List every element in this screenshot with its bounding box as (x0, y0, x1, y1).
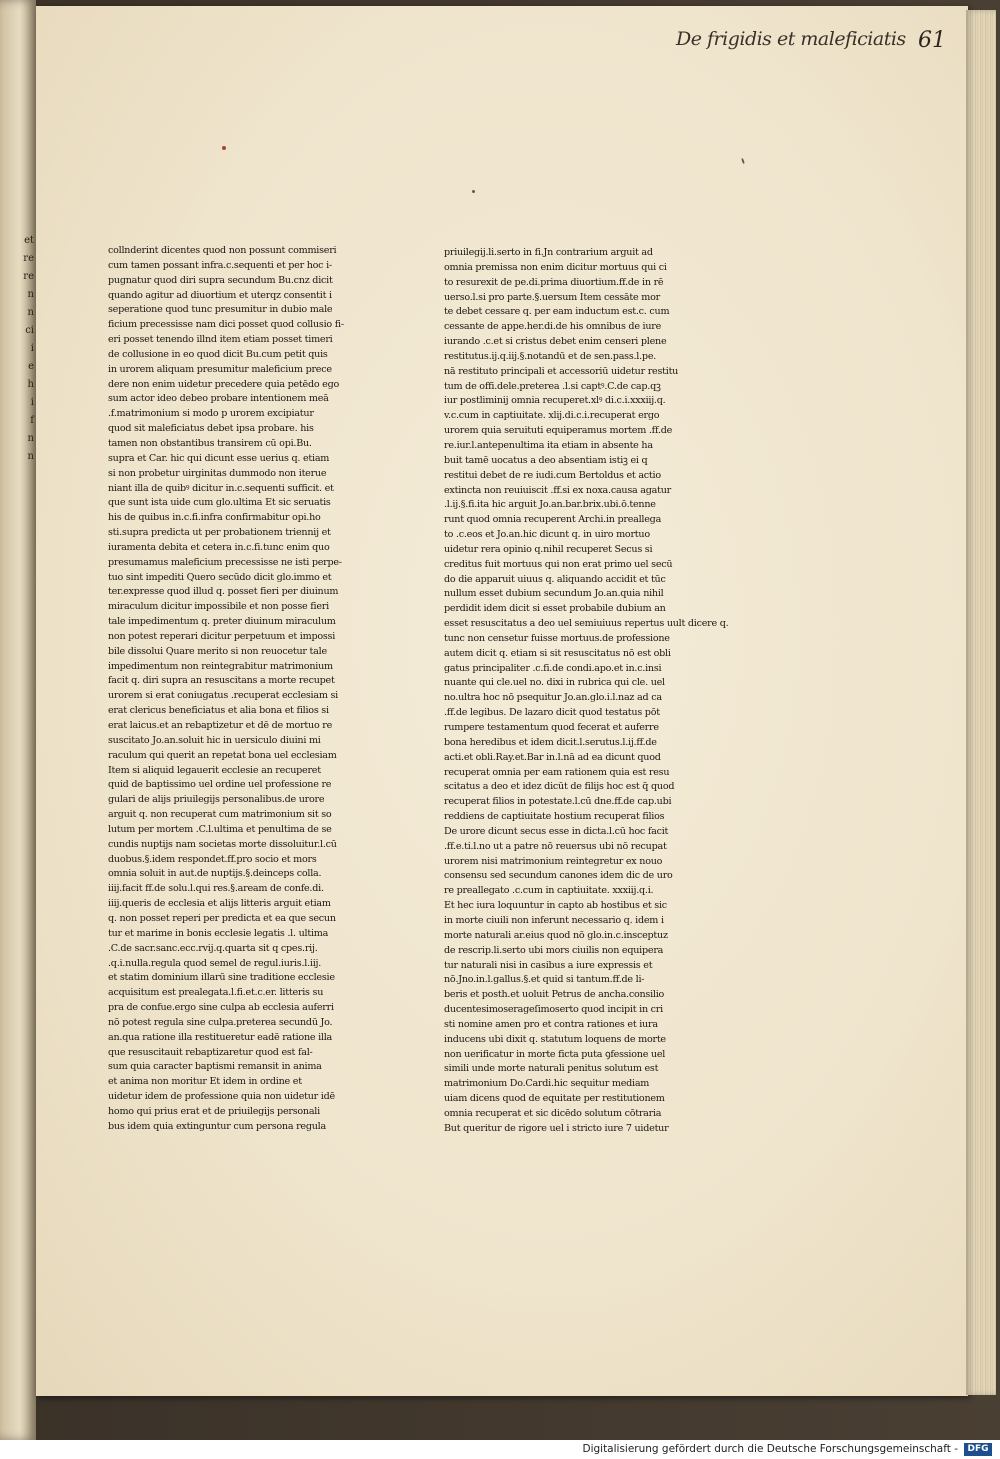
text-line: esset resuscitatus a deo uel semiuiuus repertus uult dicere q. (444, 618, 729, 630)
text-line: perdidit idem dicit si esset probabile dubium an (444, 603, 666, 615)
text-line: quod sit maleficiatus debet ipsa probare. his (108, 423, 314, 435)
text-line: tale impedimentum q. preter diuinum miraculum (108, 616, 336, 628)
text-line: to .c.eos et Jo.an.hic dicunt q. in uiro mortuo (444, 529, 650, 541)
text-line: urorem nisi matrimonium reintegretur ex nouo (444, 855, 663, 867)
facing-page-text-fragment: h (27, 379, 34, 390)
text-line: cum tamen possant infra.c.sequenti et per hoc i- (108, 259, 332, 271)
text-line: erat laicus.et an rebaptizetur et dē de mortuo re (108, 720, 333, 731)
text-line: nō.Jno.in.l.gallus.§.et quid si tantum.ff.de li- (444, 974, 645, 986)
text-line: pra de confue.ergo sine culpa ab ecclesia auferri (108, 1002, 334, 1014)
text-line: recuperat filios in potestate.l.cū dne.ff.de cap.ubi (444, 796, 672, 808)
text-line: do die apparuit uiuus q. aliquando accidit et tūc (444, 573, 666, 585)
text-line: q. non posset reperi per predicta et ea que secun (108, 912, 336, 924)
folio-number: 61 (918, 28, 946, 53)
text-line: uidetur idem de professione quia non uidetur idē (108, 1091, 335, 1103)
text-line: urorem si erat coniugatus .recuperat ecclesiam si (108, 690, 338, 702)
text-line: scitatus a deo et idez dicūt de filijs hoc est q̄ quod (444, 781, 675, 793)
text-column-right (444, 246, 729, 1137)
text-line: bona heredibus et idem dicit.l.serutus.l.ij.ff.de (444, 736, 657, 748)
facing-page-text-fragment: n (27, 289, 34, 300)
text-line: uidetur rera opinio q.nihil recuperet Secus si (444, 543, 653, 555)
text-line: his de quibus in.c.fi.infra confirmabitur opi.ho (108, 512, 321, 524)
ink-speck (472, 190, 475, 193)
text-line: omnia soluit in aut.de nuptijs.§.deinceps colla. (108, 868, 322, 880)
text-line: urorem quia seruituti equiperamus mortem .ff.de (444, 425, 673, 437)
text-line: tunc non censetur fuisse mortuus.de professione (444, 632, 670, 644)
text-line: cundis nuptijs nam societas morte dissoluitur.l.cū (108, 838, 337, 850)
text-line: v.c.cum in captiuitate. xlij.di.c.i.recuperat ergo (444, 410, 660, 422)
text-line: acti.et obli.Ray.et.Bar in.l.nā ad ea dicunt quod (444, 751, 661, 763)
text-line: Et hec iura loquuntur in capto ab hostibus et sic (444, 900, 667, 912)
text-line: re.iur.l.antepenultima ita etiam in absente ha (444, 439, 653, 451)
facing-page-text-fragment: re (23, 271, 34, 282)
facing-page-text-fragment: n (27, 307, 34, 318)
text-line: tuo sint impediti Quero secūdo dicit glo.immo et (108, 571, 332, 583)
text-line: lutum per mortem .C.l.ultima et penultima de se (108, 823, 332, 835)
text-line: duobus.§.idem respondet.ff.pro socio et mors (108, 853, 317, 865)
text-line: .C.de sacr.sanc.ecc.rvij.q.quarta sit q cpes.rij. (108, 942, 318, 954)
text-line: tur naturali nisi in casibus a iure expressis et (444, 959, 653, 971)
funding-credit: Digitalisierung gefördert durch die Deutsche Forschungsgemeinschaft - (582, 1443, 958, 1455)
text-line: iiij.facit ff.de solu.l.qui res.§.aream de confe.di. (108, 883, 324, 895)
text-line: omnia premissa non enim dicitur mortuus qui ci (444, 261, 667, 273)
text-line: supra et Car. hic qui dicunt esse uerius q. etiam (108, 452, 330, 464)
text-column-left (108, 244, 354, 1135)
text-line: suscitato Jo.an.soluit hic in uersiculo diuini mi (108, 734, 321, 746)
facing-page-text-fragment: re (23, 253, 34, 264)
text-line: uerso.l.si pro parte.§.uersum Item cessāte mor (444, 291, 660, 303)
text-line: facit q. diri supra an resuscitans a morte recupet (108, 675, 335, 687)
text-line: acquisitum est prealegata.l.fi.et.c.er. litteris su (108, 987, 324, 999)
text-line: inducens ubi dixit q. statutum loquens de morte (444, 1033, 666, 1045)
text-line: nullum esset dubium secundum Jo.an.quia nihil (444, 588, 664, 600)
facing-page-text-fragment: i (30, 343, 34, 354)
facing-page-text-fragment: e (28, 361, 34, 372)
text-line: consensu sed secundum canones idem dic de uro (444, 870, 673, 882)
text-line: nō potest regula sine culpa.preterea secundū Jo. (108, 1016, 333, 1028)
text-line: gulari de alijs priuilegijs personalibus.de urore (108, 794, 325, 806)
text-line: tamen non obstantibus transirem cū opi.Bu. (108, 437, 312, 449)
text-line: creditus fuit mortuus qui non erat primo uel secū (444, 558, 673, 570)
text-line: restitutus.ij.q.iij.§.notandū et de sen.pass.l.pe. (444, 350, 657, 362)
facing-page-edge (0, 0, 36, 1440)
text-line: homo qui prius erat et de priuilegijs personali (108, 1105, 320, 1117)
text-line: ter.expresse quod illud q. posset fieri per diuinum (108, 586, 339, 598)
text-line: iurando .c.et si cristus debet enim censeri plene (444, 336, 667, 348)
text-line: sti.supra predicta ut per probationem triennij et (108, 527, 331, 539)
text-line: simili unde morte naturali penitus solutum est (444, 1063, 659, 1075)
text-line: nā restituto principali et accessoriū uidetur restitu (444, 365, 679, 377)
text-line: et statim dominium illarū sine traditione ecclesie (108, 972, 335, 984)
text-line: quid de baptissimo uel ordine uel professione re (108, 779, 332, 791)
text-line: cessante de appe.her.di.de his omnibus de iure (444, 321, 662, 333)
text-line: in urorem aliquam presumitur maleficium prece (108, 363, 332, 375)
text-line: raculum qui querit an repetat bona uel ecclesiam (108, 749, 337, 761)
text-line: autem dicit q. etiam si sit resuscitatus nō est obli (444, 647, 671, 659)
text-line: matrimonium Do.Cardi.hic sequitur mediam (444, 1078, 650, 1090)
text-line: non uerificatur in morte ficta puta ꝯfessione uel (444, 1048, 666, 1060)
text-line: gatus principaliter .c.fi.de condi.apo.et in.c.insi (444, 662, 662, 674)
facing-page-text-fragment: i (30, 397, 34, 408)
text-line: De urore dicunt secus esse in dicta.l.cū hoc facit (444, 825, 669, 837)
text-line: extincta non reuiuiscit .ff.si ex noxa.causa agatur (444, 484, 671, 496)
text-line: beris et posth.et uoluit Petrus de ancha.consilio (444, 989, 665, 1001)
text-line: omnia recuperat et sic dicēdo solutum cōtraria (444, 1107, 662, 1119)
text-line: que sunt ista uide cum glo.ultima Et sic seruatis (108, 497, 331, 509)
text-line: iiij.queris de ecclesia et alijs litteris arguit etiam (108, 898, 331, 910)
text-line: morte naturali ar.eius quod nō glo.in.c.insceptuz (444, 929, 668, 941)
text-line: collnderint dicentes quod non possunt commiseri (108, 245, 337, 256)
text-line: no.ultra hoc nō psequitur Jo.an.glo.i.l.naz ad ca (444, 692, 662, 704)
text-line: te debet cessare q. per eam inductum est.c. cum (444, 306, 670, 318)
text-line: buit tamē uocatus a deo absentiam istiꝫ ei q (444, 454, 648, 466)
text-line: Item si aliquid legauerit ecclesie an recuperet (108, 764, 321, 776)
text-line: et anima non moritur Et idem in ordine et (108, 1076, 302, 1088)
text-line: de collusione in eo quod dicit Bu.cum petit quis (108, 348, 328, 360)
text-line: si non probetur uirginitas dummodo non iterue (108, 467, 327, 479)
text-line: pugnatur quod diri supra secundum Bu.cnz dicit (108, 274, 333, 286)
text-line: to resurexit de pe.di.prima diuortium.ff.de in rē (444, 276, 664, 288)
text-line: priuilegij.li.serto in fi.Jn contrarium arguit ad (444, 247, 653, 258)
text-line: rumpere testamentum quod fecerat et auferre (444, 722, 659, 733)
text-line: miraculum dicitur impossibile et non posse fieri (108, 601, 329, 613)
text-line: seperatione quod tunc presumitur in dubio male (108, 304, 333, 316)
facing-page-text-fragment: f (30, 415, 34, 426)
text-line: dere non enim uidetur precedere quia petēdo ego (108, 378, 340, 390)
text-line: presumamus maleficium precessisse ne isti perpe- (108, 556, 342, 568)
text-line: an.qua ratione illa restitueretur eadē ratione illa (108, 1031, 333, 1043)
text-line: bus idem quia extinguntur cum persona regula (108, 1120, 326, 1132)
text-line: arguit q. non recuperat cum matrimonium sit so (108, 809, 332, 821)
text-line: quando agitur ad diuortium et uterqz consentit i (108, 289, 332, 301)
text-line: reddiens de captiuitate hostium recuperat filios (444, 811, 665, 823)
text-line: nuante qui cle.uel no. dixi in rubrica qui cle. uel (444, 677, 665, 689)
facing-page-text-fragment: n (27, 451, 34, 462)
text-line: sti nomine amen pro et contra rationes et iura (444, 1018, 658, 1030)
text-line: But queritur de rigore uel i stricto iure 7 uidetur (444, 1122, 669, 1134)
text-line: re preallegato .c.cum in captiuitate. xxxiij.q.i. (444, 885, 654, 897)
text-line: .ff.de legibus. De lazaro dicit quod testatus pōt (444, 707, 660, 719)
text-line: eri posset tenendo illnd item etiam posset timeri (108, 334, 333, 346)
text-line: impedimentum non reintegrabitur matrimonium (108, 660, 333, 672)
text-line: que resuscitauit rebaptizaretur quod est fal- (108, 1046, 313, 1058)
footer-bar (0, 1440, 1000, 1459)
text-line: de rescrip.li.serto ubi mors ciuilis non equipera (444, 944, 664, 956)
facing-page-text-fragment: ci (25, 325, 34, 336)
text-line: sum actor ideo debeo probare intentionem meā (108, 393, 329, 405)
ink-speck (741, 158, 745, 164)
facing-page-text-fragment: et (24, 235, 34, 246)
facing-page-text-fragment: n (27, 433, 34, 444)
text-line: .l.ij.§.fi.ita hic arguit Jo.an.bar.brix.ubi.ō.tenne (444, 499, 656, 511)
text-line: bile dissolui Quare merito si non reuocetur tale (108, 645, 327, 657)
text-line: iur postliminij omnia recuperet.xlꝰ di.c.i.xxxiij.q. (444, 395, 666, 407)
text-line: sum quia caracter baptismi remansit in anima (108, 1061, 322, 1073)
dfg-logo: DFG (964, 1443, 992, 1456)
text-line: .q.i.nulla.regula quod semel de regul.iuris.l.iij. (108, 957, 322, 969)
text-line: in morte ciuili non inferunt necessario q. idem i (444, 914, 664, 926)
text-line: tum de offi.dele.preterea .l.si captꝰ.C.de cap.qꝫ (444, 380, 661, 392)
text-line: non potest reperari dicitur perpetuum et impossi (108, 630, 336, 642)
text-line: runt quod omnia recuperent Archi.in preallega (444, 514, 662, 526)
text-line: niant illa de quibꝰ dicitur in.c.sequenti sufficit. et (108, 482, 334, 494)
text-line: ficium precessisse nam dici posset quod collusio fi- (108, 319, 344, 331)
text-line: restitui debet de re iudi.cum Bertoldus et actio (444, 469, 661, 481)
text-line: ducentesimoserageſimoserto quod incipit in cri (444, 1004, 663, 1016)
page-edges (966, 10, 996, 1395)
text-line: .ff.e.ti.l.no ut a patre nō reuersus ubi nō recupat (444, 840, 667, 852)
text-line: .f.matrimonium si modo p urorem excipiatur (108, 408, 314, 420)
text-line: erat clericus beneficiatus et alia bona et filios si (108, 705, 329, 717)
text-line: iuramenta debita et cetera in.c.fi.tunc enim quo (108, 541, 330, 553)
running-title: De frigidis et maleficiatis (676, 28, 906, 50)
text-line: tur et marime in bonis ecclesie legatis .l. ultima (108, 927, 329, 939)
text-line: recuperat omnia per eam rationem quia est resu (444, 766, 670, 778)
text-line: uiam dicens quod de equitate per restitutionem (444, 1093, 665, 1105)
ink-speck (222, 146, 226, 150)
